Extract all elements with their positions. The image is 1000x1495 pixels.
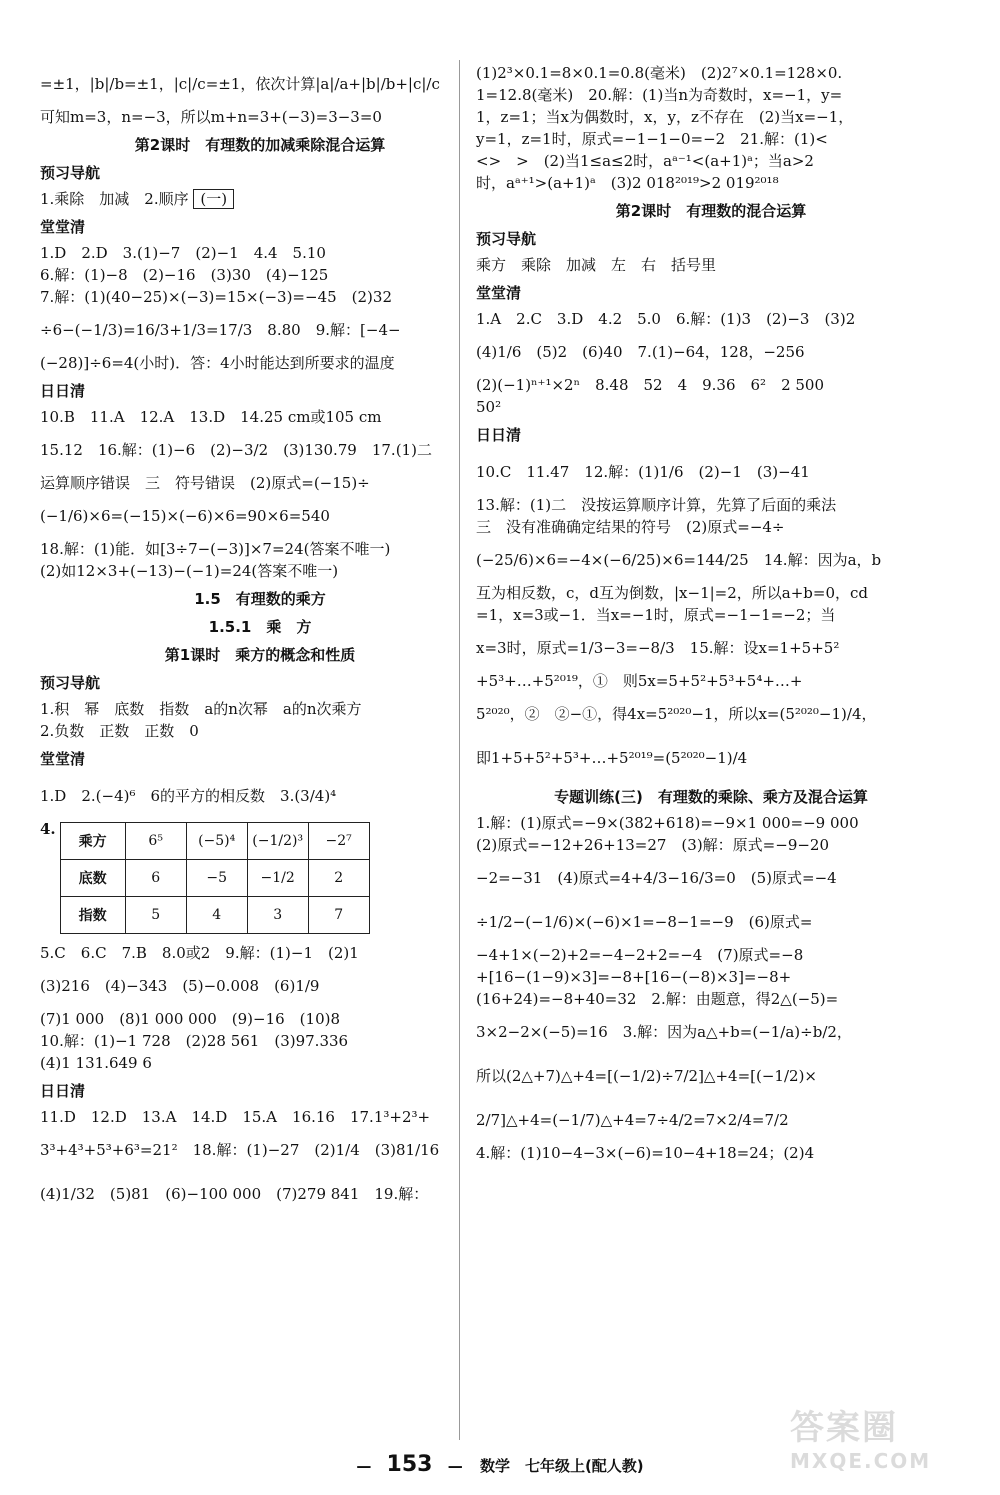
answer-line: +5³+…+5²⁰¹⁹，① 则5x=5+5²+5³+5⁴+…+ — [476, 672, 803, 690]
answer-line: (2)如12×3+(−13)−(−1)=24(答案不唯一) — [40, 562, 339, 580]
answer-line: (−28)]÷6=4(小时)．答：4小时能达到所要求的温度 — [40, 354, 395, 372]
table-cell: 2 — [308, 860, 369, 897]
answer-line: 1.积 幂 底数 指数 a的n次幂 a的n次乘方 — [40, 700, 362, 718]
answer-line: <> > (2)当1≤a≤2时，aᵃ⁻¹<(a+1)ᵃ；当a>2 — [476, 152, 814, 170]
answer-line: 7.解：(1)(40−25)×(−3)=15×(−3)=−45 (2)32 — [40, 288, 392, 306]
answer-line: 1=12.8(毫米) 20.解：(1)当n为奇数时，x=−1，y= — [476, 86, 843, 104]
answer-line: 18.解：(1)能．如[3÷7−(−3)]×7=24(答案不唯一) — [40, 540, 391, 558]
watermark-domain: MXQE.COM — [790, 1449, 932, 1473]
answer-line: 1.D 2.(−4)⁶ 6的平方的相反数 3.(3/4)⁴ — [40, 787, 337, 805]
answer-line: 运算顺序错误 三 符号错误 (2)原式=(−15)÷ — [40, 474, 370, 492]
answer-line: (2)原式=−12+26+13=27 (3)解：原式=−9−20 — [476, 836, 830, 854]
answer-line: (4)1/32 (5)81 (6)−100 000 (7)279 841 19.解： — [40, 1185, 429, 1203]
answer-line: 互为相反数，c，d互为倒数，|x−1|=2，所以a+b=0，cd — [476, 584, 869, 602]
answer-line: 1.解：(1)原式=−9×(382+618)=−9×1 000=−9 000 — [476, 814, 859, 832]
table-cell: 7 — [308, 897, 369, 934]
answer-line: (7)1 000 (8)1 000 000 (9)−16 (10)8 — [40, 1010, 341, 1028]
text-line: 可知m=3，n=−3，所以m+n=3+(−3)=3−3=0 — [40, 108, 382, 126]
boxed-answer: (一) — [193, 189, 234, 209]
answer-line: (4)1/6 (5)2 (6)40 7.(1)−64，128，−256 — [476, 343, 805, 361]
answer-line: 乘方 乘除 加减 左 右 括号里 — [476, 256, 717, 274]
answer-line: 13.解：(1)二 没按运算顺序计算，先算了后面的乘法 — [476, 496, 837, 514]
answer-line: 2.负数 正数 正数 0 — [40, 722, 199, 740]
answer-line: 即1+5+5²+5³+…+5²⁰¹⁹=(5²⁰²⁰−1)/4 — [476, 749, 748, 767]
right-column — [476, 62, 946, 1164]
answer-line: 6.解：(1)−8 (2)−16 (3)30 (4)−125 — [40, 266, 329, 284]
table-cell: 4 — [186, 897, 247, 934]
section-heading: 预习导航 — [476, 230, 537, 248]
answer-line: 5²⁰²⁰，② ②−①，得4x=5²⁰²⁰−1，所以x=(5²⁰²⁰−1)/4， — [476, 705, 877, 723]
section-heading: 日日清 — [40, 1082, 86, 1100]
answer-line: ÷6−(−1/3)=16/3+1/3=17/3 8.80 9.解：[−4− — [40, 321, 401, 339]
lesson-title: 第2课时 有理数的加减乘除混合运算 — [134, 136, 386, 154]
answer-line: 10.C 11.47 12.解：(1)1/6 (2)−1 (3)−41 — [476, 463, 810, 481]
question-number: 4. — [40, 820, 56, 838]
answer-line: ÷1/2−(−1/6)×(−6)×1=−8−1=−9 (6)原式= — [476, 913, 813, 931]
answer-line: (−1/6)×6=(−15)×(−6)×6=90×6=540 — [40, 507, 330, 525]
section-heading: 堂堂清 — [40, 750, 86, 768]
answer-line: 1，z=1；当x为偶数时，x，y，z不存在 (2)当x=−1， — [476, 108, 854, 126]
answer-line: (−25/6)×6=−4×(−6/25)×6=144/25 14.解：因为a，b — [476, 551, 882, 569]
section-heading: 预习导航 — [40, 674, 101, 692]
answer-line: 3×2−2×(−5)=16 3.解：因为a△+b=(−1/a)÷b/2， — [476, 1023, 852, 1041]
answer-line: y=1，z=1时，原式=−1−1−0=−2 21.解：(1)< — [476, 130, 828, 148]
watermark-text: 答案圈 — [790, 1408, 898, 1448]
answer-line: 15.12 16.解：(1)−6 (2)−3/2 (3)130.79 17.(1)二 — [40, 441, 432, 459]
answer-line: +[16−(1−9)×3]=−8+[16−(−8)×3]=−8+ — [476, 968, 792, 986]
section-title: 1.5 有理数的乘方 — [194, 590, 326, 608]
answer-line: 5.C 6.C 7.B 8.0或2 9.解：(1)−1 (2)1 — [40, 944, 359, 962]
table-cell: 底数 — [60, 860, 125, 897]
answer-line: (3)216 (4)−343 (5)−0.008 (6)1/9 — [40, 977, 320, 995]
answer-line — [40, 188, 480, 210]
table-cell: −1/2 — [247, 860, 308, 897]
answer-line: 11.D 12.D 13.A 14.D 15.A 16.16 17.1³+2³+ — [40, 1108, 431, 1126]
lesson-title: 第2课时 有理数的混合运算 — [615, 202, 807, 220]
section-heading: 堂堂清 — [40, 218, 86, 236]
table-cell: 6⁵ — [125, 823, 186, 860]
answer-line: 2/7]△+4=(−1/7)△+4=7÷4/2=7×2/4=7/2 — [476, 1111, 789, 1129]
table-cell: 5 — [125, 897, 186, 934]
answer-line: (1)2³×0.1=8×0.1=0.8(毫米) (2)2⁷×0.1=128×0. — [476, 64, 843, 82]
text-line: =±1，|b|/b=±1，|c|/c=±1，依次计算|a|/a+|b|/b+|c|/c — [40, 75, 440, 93]
answer-line: −2=−31 (4)原式=4+4/3−16/3=0 (5)原式=−4 — [476, 869, 837, 887]
left-column — [40, 62, 480, 1216]
table-cell: 6 — [125, 860, 186, 897]
answer-line: (4)1 131.649 6 — [40, 1054, 152, 1072]
answer-line: 3³+4³+5³+6³=21² 18.解：(1)−27 (2)1/4 (3)81/16 — [40, 1141, 440, 1159]
table-cell: 乘方 — [60, 823, 125, 860]
lesson-title: 第1课时 乘方的概念和性质 — [164, 646, 356, 664]
book-label: 数学 七年级上(配人教) — [479, 1457, 644, 1475]
question-4 — [40, 818, 480, 942]
section-heading: 日日清 — [40, 382, 86, 400]
section-title: 专题训练(三) 有理数的乘除、乘方及混合运算 — [554, 788, 868, 806]
answer-line: −4+1×(−2)+2=−4−2+2=−4 (7)原式=−8 — [476, 946, 804, 964]
answer-line: 1.D 2.D 3.(1)−7 (2)−1 4.4 5.10 — [40, 244, 326, 262]
table-cell: −2⁷ — [308, 823, 369, 860]
answer-line: (2)(−1)ⁿ⁺¹×2ⁿ 8.48 52 4 9.36 6² 2 500 — [476, 376, 825, 394]
section-heading: 预习导航 — [40, 164, 101, 182]
power-table — [60, 822, 370, 934]
answer-line: =1，x=3或−1．当x=−1时，原式=−1−1=−2；当 — [476, 606, 836, 624]
page-number: 153 — [386, 1452, 433, 1477]
section-heading: 日日清 — [476, 426, 522, 444]
section-heading: 堂堂清 — [476, 284, 522, 302]
table-row — [60, 897, 369, 934]
table-cell: 指数 — [60, 897, 125, 934]
answer-line: 10.B 11.A 12.A 13.D 14.25 cm或105 cm — [40, 408, 382, 426]
answer-line: x=3时，原式=1/3−3=−8/3 15.解：设x=1+5+5² — [476, 639, 840, 657]
answer-line: 时，aᵃ⁺¹>(a+1)ᵃ (3)2 018²⁰¹⁹>2 019²⁰¹⁸ — [476, 174, 779, 192]
answer-text: 1.乘除 加减 2.顺序 — [40, 190, 189, 208]
watermark-logo — [790, 1400, 990, 1490]
table-cell: (−5)⁴ — [186, 823, 247, 860]
answer-line: 三 没有准确确定结果的符号 (2)原式=−4÷ — [476, 518, 785, 536]
dash: — — [447, 1457, 463, 1475]
answer-line: 所以(2△+7)△+4=[(−1/2)÷7/2]△+4=[(−1/2)× — [476, 1067, 817, 1085]
answer-line: 1.A 2.C 3.D 4.2 5.0 6.解：(1)3 (2)−3 (3)2 — [476, 310, 856, 328]
answer-line: 10.解：(1)−1 728 (2)28 561 (3)97.336 — [40, 1032, 349, 1050]
table-cell: −5 — [186, 860, 247, 897]
answer-line: 50² — [476, 398, 502, 416]
table-row — [60, 823, 369, 860]
answer-line: 4.解：(1)10−4−3×(−6)=10−4+18=24；(2)4 — [476, 1144, 815, 1162]
table-cell: (−1/2)³ — [247, 823, 308, 860]
table-row — [60, 860, 369, 897]
dash: — — [356, 1457, 372, 1475]
answer-line: (16+24)=−8+40=32 2.解：由题意，得2△(−5)= — [476, 990, 839, 1008]
table-cell: 3 — [247, 897, 308, 934]
subsection-title: 1.5.1 乘 方 — [208, 618, 312, 636]
